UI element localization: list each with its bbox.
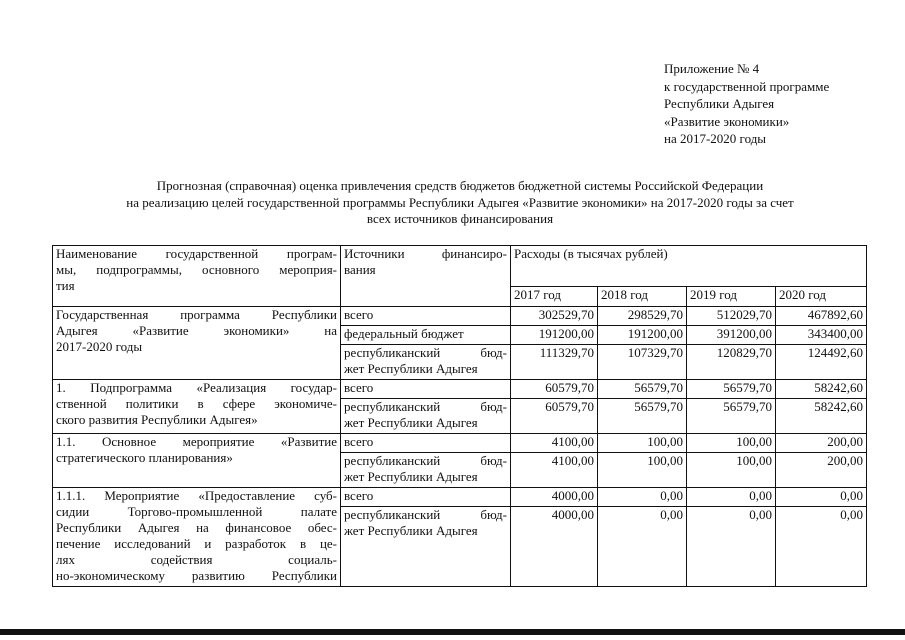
source-line: республиканский бюд- — [344, 507, 507, 522]
source-cell — [341, 453, 511, 488]
source-line: жет Республики Адыгея — [344, 469, 478, 484]
header-name-line: тия — [56, 278, 75, 293]
value-cell: 343400,00 — [776, 326, 867, 345]
year-header: 2020 год — [776, 287, 867, 307]
header-source-cell — [341, 246, 511, 307]
value-cell: 191200,00 — [511, 326, 598, 345]
document-heading — [40, 178, 880, 228]
value-cell: 111329,70 — [511, 345, 598, 380]
source-line: жет Республики Адыгея — [344, 415, 478, 430]
table-row — [53, 488, 867, 507]
year-header: 2017 год — [511, 287, 598, 307]
subprogram-name-line: 1. Подпрограмма «Реализация государ- — [56, 380, 337, 395]
annex-line: Республики Адыгея — [664, 96, 775, 111]
value-cell: 512029,70 — [687, 307, 776, 326]
program-name-line: Адыгея «Развитие экономики» на — [56, 323, 337, 338]
value-cell: 0,00 — [687, 488, 776, 507]
source-line: жет Республики Адыгея — [344, 523, 478, 538]
value-cell: 391200,00 — [687, 326, 776, 345]
value-cell: 60579,70 — [511, 399, 598, 434]
table-row — [53, 307, 867, 326]
header-source-line: Источники финансиро- — [344, 246, 507, 261]
activity-name-cell — [53, 488, 341, 587]
annex-line: Приложение № 4 — [664, 61, 760, 76]
value-cell: 100,00 — [598, 434, 687, 453]
source-cell: всего — [341, 488, 511, 507]
value-cell: 60579,70 — [511, 380, 598, 399]
value-cell: 56579,70 — [598, 399, 687, 434]
subprogram-name-line: ственной политики в сфере экономиче- — [56, 396, 337, 411]
program-name-line: Государственная программа Республики — [56, 307, 337, 322]
value-cell: 200,00 — [776, 453, 867, 488]
value-cell: 0,00 — [598, 488, 687, 507]
activity-name-line: лях содействия социаль- — [56, 552, 337, 567]
value-cell: 58242,60 — [776, 399, 867, 434]
source-cell: федеральный бюджет — [341, 326, 511, 345]
value-cell: 100,00 — [687, 453, 776, 488]
value-cell: 200,00 — [776, 434, 867, 453]
value-cell: 191200,00 — [598, 326, 687, 345]
value-cell: 467892,60 — [776, 307, 867, 326]
value-cell: 56579,70 — [598, 380, 687, 399]
value-cell: 100,00 — [598, 453, 687, 488]
source-cell — [341, 345, 511, 380]
source-line: республиканский бюд- — [344, 399, 507, 414]
header-name-line: мы, подпрограммы, основного мероприя- — [56, 262, 337, 277]
value-cell: 4100,00 — [511, 434, 598, 453]
subprogram-name-cell — [53, 380, 341, 434]
header-name-cell — [53, 246, 341, 307]
activity-name-line: 1.1.1. Мероприятие «Предоставление суб- — [56, 488, 337, 503]
value-cell: 120829,70 — [687, 345, 776, 380]
year-header: 2018 год — [598, 287, 687, 307]
program-name-line: 2017-2020 годы — [56, 339, 143, 354]
table-row — [53, 434, 867, 453]
annex-line: «Развитие экономики» — [664, 113, 790, 129]
value-cell: 298529,70 — [598, 307, 687, 326]
value-cell: 4000,00 — [511, 507, 598, 587]
main-activity-name-cell — [53, 434, 341, 488]
main-activity-name-line: стратегического планирования» — [56, 450, 233, 465]
value-cell: 58242,60 — [776, 380, 867, 399]
value-cell: 4100,00 — [511, 453, 598, 488]
value-cell: 56579,70 — [687, 380, 776, 399]
table-row — [53, 380, 867, 399]
source-cell: всего — [341, 307, 511, 326]
table-header-row — [53, 246, 867, 287]
heading-line: на реализацию целей государственной программы Республики Адыгея «Развитие экономики» на 2017-2020 годы за счет — [126, 194, 794, 210]
value-cell: 124492,60 — [776, 345, 867, 380]
main-activity-name-line: 1.1. Основное мероприятие «Развитие — [56, 434, 337, 449]
annex-block — [664, 60, 829, 148]
year-header: 2019 год — [687, 287, 776, 307]
value-cell: 4000,00 — [511, 488, 598, 507]
heading-line: всех источников финансирования — [366, 211, 554, 226]
source-line: республиканский бюд- — [344, 345, 507, 360]
activity-name-line: но-экономическому развитию Республики — [56, 568, 337, 583]
value-cell: 0,00 — [776, 488, 867, 507]
value-cell: 100,00 — [687, 434, 776, 453]
source-line: республиканский бюд- — [344, 453, 507, 468]
source-line: жет Республики Адыгея — [344, 361, 478, 376]
heading-line: Прогнозная (справочная) оценка привлечения средств бюджетов бюджетной системы Российской Федерации — [156, 178, 764, 193]
value-cell: 302529,70 — [511, 307, 598, 326]
program-name-cell — [53, 307, 341, 380]
annex-line: на 2017-2020 годы — [664, 131, 767, 146]
value-cell: 56579,70 — [687, 399, 776, 434]
header-source-line: вания — [344, 262, 376, 277]
value-cell: 0,00 — [687, 507, 776, 587]
source-cell — [341, 399, 511, 434]
value-cell: 107329,70 — [598, 345, 687, 380]
budget-table — [52, 245, 867, 587]
value-cell: 0,00 — [776, 507, 867, 587]
activity-name-line: печение исследований и разработок в це- — [56, 536, 337, 551]
value-cell: 0,00 — [598, 507, 687, 587]
header-name-line: Наименование государственной програм- — [56, 246, 337, 261]
annex-line: к государственной программе — [664, 78, 830, 94]
subprogram-name-line: ского развития Республики Адыгея» — [56, 412, 258, 427]
activity-name-line: сидии Торгово-промышленной палате — [56, 504, 337, 519]
activity-name-line: Республики Адыгея на финансовое обес- — [56, 520, 337, 535]
header-expenses-cell: Расходы (в тысячах рублей) — [511, 246, 867, 287]
source-cell — [341, 507, 511, 587]
source-cell: всего — [341, 380, 511, 399]
source-cell: всего — [341, 434, 511, 453]
scan-edge-bar — [0, 629, 905, 635]
